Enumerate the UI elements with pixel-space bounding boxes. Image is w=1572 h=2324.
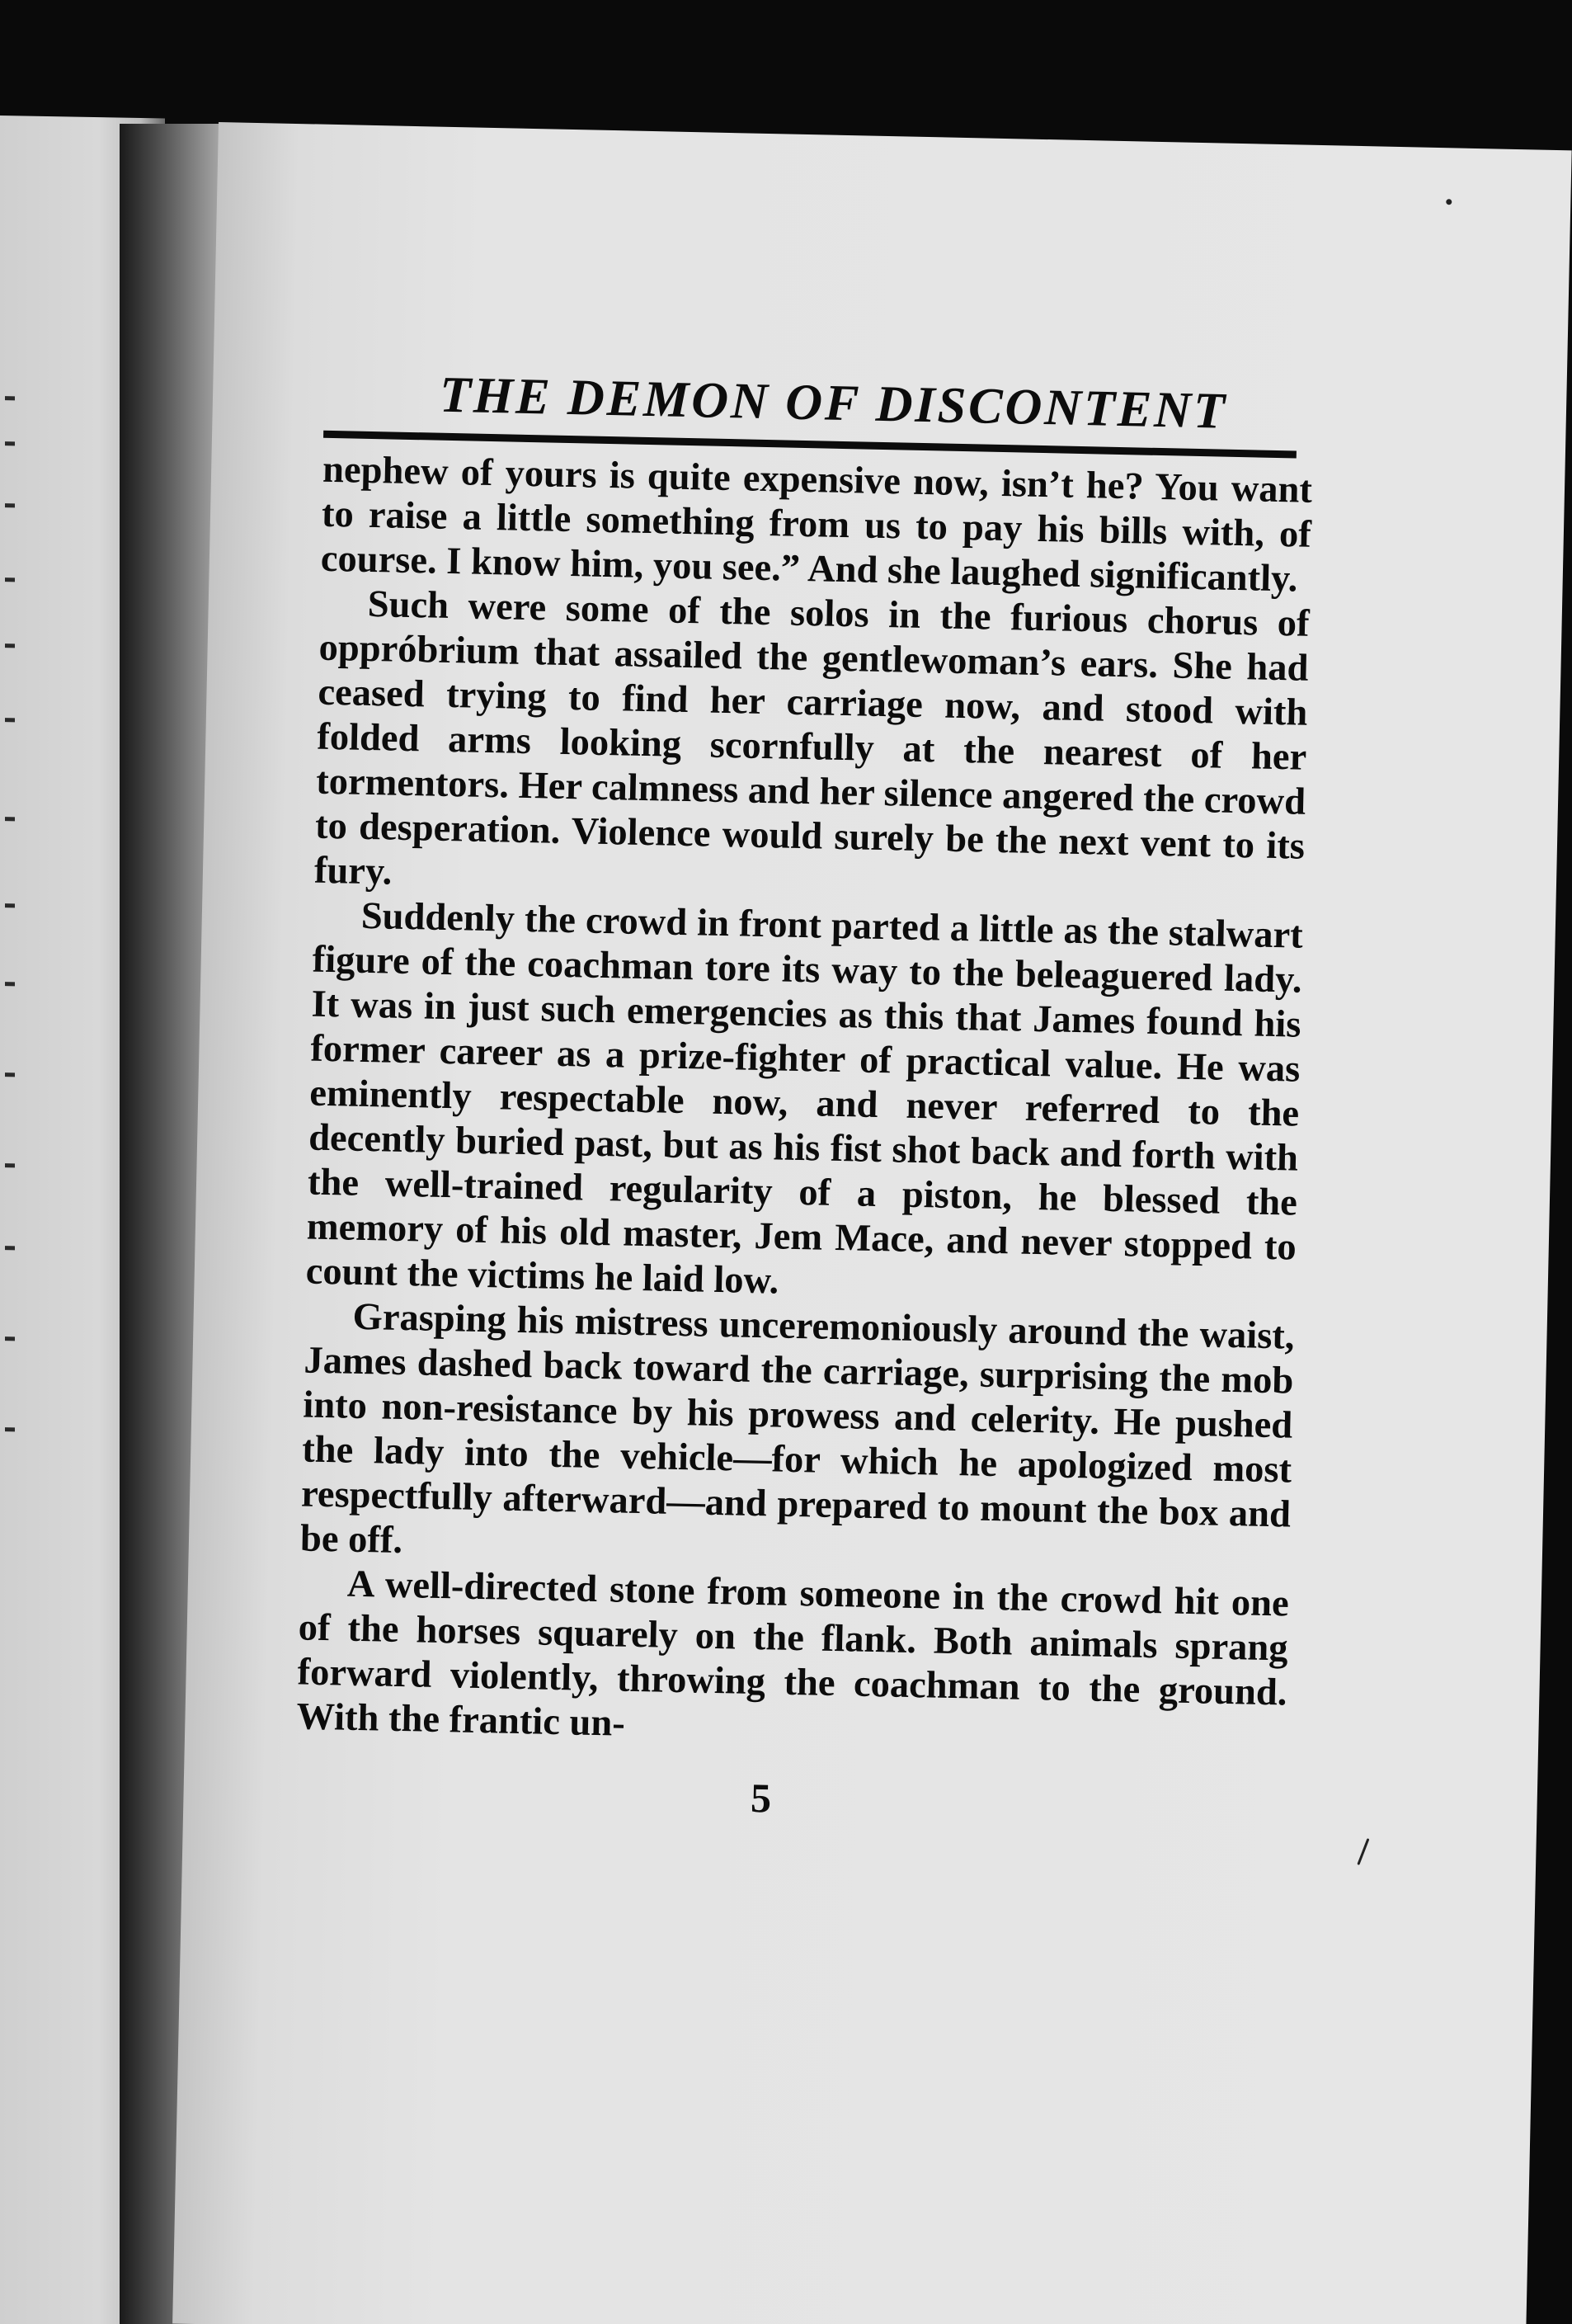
facing-page-text-fragment <box>5 718 15 722</box>
paragraph: Grasping his mistress unceremoniously around the waist, James dashed back toward the carriage, surprising the mob into non-resistance by his prowess and celerity. He pushed the lady into the vehicle—for which he apologized most respectfully afterward—and prepared to mount the box and be off. <box>299 1295 1295 1563</box>
paragraph: Such were some of the solos in the furious chorus of oppróbrium that assailed the gentlewoman’s ears. She had ceased trying to find her carriage now, and stood with folded arms looking scornfully at the nearest of her tormentors. Her calmness and her silence angered the crowd to desperation. Violence would surely be the next vent to its fury. <box>313 582 1311 893</box>
facing-page-text-fragment <box>5 396 15 400</box>
facing-page-text-fragment <box>5 1163 15 1167</box>
facing-page-text-fragment <box>5 577 15 582</box>
book-page <box>172 122 1572 2324</box>
dust-speck <box>1357 1838 1369 1865</box>
facing-page-text-fragment <box>5 1427 15 1431</box>
running-head: THE DEMON OF DISCONTENT <box>439 366 1228 440</box>
facing-page-text-fragment <box>5 503 15 507</box>
paragraph: nephew of yours is quite expensive now, isn’t he? You want to raise a little something from us to pay his bills with, of course. I know him, you see.” And she laughed significantly. <box>320 448 1313 601</box>
facing-page-text-fragment <box>5 1072 15 1077</box>
paragraph: A well-directed stone from someone in the crowd hit one of the horses squarely on the flank. Both animals sprang forward violently, throwing the coachman to the ground. With the frantic un- <box>296 1563 1290 1745</box>
facing-page-text-fragment <box>5 982 15 986</box>
facing-page-text-fragment <box>5 817 15 821</box>
page-content <box>294 360 1315 1833</box>
facing-page-text-fragment <box>5 903 15 907</box>
page-number: 5 <box>750 1774 772 1822</box>
body-text <box>296 448 1313 1761</box>
facing-page-text-fragment <box>5 1336 15 1341</box>
paragraph: Suddenly the crowd in front parted a little as the stalwart figure of the coachman tore its way to the beleaguered lady. It was in just such emergencies as this that James found his former career as a prize-fighter of practical value. He was eminently respectable now, and never referred to the decently buried past, but as his fist shot back and forth with the well-trained regularity of a piston, he blessed the memory of his old master, Jem Mace, and never stopped to count the victims he laid low. <box>305 894 1304 1303</box>
facing-page-text-fragment <box>5 643 15 648</box>
facing-page-text-fragment <box>5 1246 15 1250</box>
facing-page-text-fragment <box>5 441 15 445</box>
dust-speck <box>1446 199 1452 205</box>
